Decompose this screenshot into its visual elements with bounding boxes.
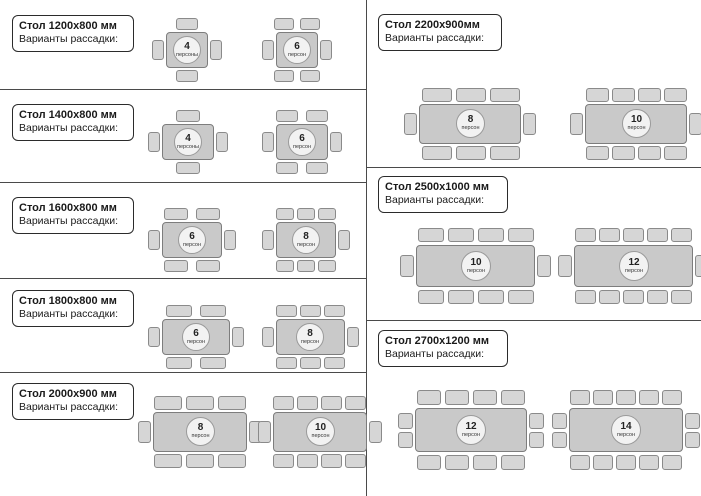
chair [274, 18, 294, 30]
chair [262, 327, 274, 347]
chair [176, 162, 200, 174]
seat-word: персон [191, 433, 210, 440]
chair [176, 110, 200, 122]
chair [300, 70, 320, 82]
chair [490, 146, 520, 160]
chair [664, 146, 687, 160]
table-title: Стол 1200x800 мм [19, 20, 117, 32]
chair [639, 455, 659, 470]
seating-diagram-2200-8 [404, 88, 534, 160]
chair [664, 88, 687, 102]
chair [345, 396, 366, 410]
seat-word: персоны [177, 143, 199, 150]
chair [570, 455, 590, 470]
chair [671, 290, 692, 304]
table-title: Стол 2200x900мм [385, 19, 480, 31]
chair [276, 357, 297, 369]
seat-count-badge [456, 109, 485, 138]
table-subtitle: Варианты рассадки: [19, 122, 118, 134]
chair [320, 40, 332, 60]
seat-count: 6 [193, 327, 199, 339]
chair [338, 230, 350, 250]
chair [647, 290, 668, 304]
table-subtitle: Варианты рассадки: [385, 194, 484, 206]
chair [148, 230, 160, 250]
label-card-table-2500x1000 [378, 176, 508, 213]
seating-diagram-1600-6 [148, 208, 258, 272]
chair [570, 390, 590, 405]
chair [490, 88, 520, 102]
chair [616, 390, 636, 405]
chair [473, 455, 497, 470]
seat-word: персон [311, 433, 330, 440]
chair [164, 260, 188, 272]
seat-count-badge [283, 36, 311, 64]
chair [166, 305, 192, 317]
chair [216, 132, 228, 152]
chair [324, 305, 345, 317]
chair [218, 454, 246, 468]
seat-count-badge [174, 128, 202, 156]
seat-word: персон [616, 431, 635, 438]
chair [276, 305, 297, 317]
chair [417, 390, 441, 405]
chair [448, 290, 474, 304]
chair [154, 454, 182, 468]
seat-count-badge [622, 109, 651, 138]
chair [623, 228, 644, 242]
chair [164, 208, 188, 220]
seating-diagram-1800-8 [262, 305, 377, 369]
table-subtitle: Варианты рассадки: [19, 401, 118, 413]
chair [445, 455, 469, 470]
chair [508, 228, 534, 242]
chair [398, 413, 413, 429]
chair [647, 228, 668, 242]
chair [176, 18, 198, 30]
seat-count: 12 [465, 420, 477, 432]
chair [623, 290, 644, 304]
label-card-table-2000x900 [12, 383, 134, 420]
seating-diagram-2500-10 [400, 228, 545, 304]
seat-count-badge [306, 417, 335, 446]
table-title: Стол 2000x900 мм [19, 388, 117, 400]
seat-word: персон [186, 338, 205, 345]
chair [445, 390, 469, 405]
seating-diagram-1200-4 [152, 18, 242, 82]
chair [324, 357, 345, 369]
seat-count: 6 [189, 230, 195, 242]
chair [300, 305, 321, 317]
chair [404, 113, 417, 135]
table-subtitle: Варианты рассадки: [385, 348, 484, 360]
table-title: Стол 1600x800 мм [19, 202, 117, 214]
row-divider-left-1 [0, 89, 366, 90]
chair [300, 18, 320, 30]
chair [529, 413, 544, 429]
chair [166, 357, 192, 369]
seat-count: 8 [467, 114, 474, 126]
row-divider-left-4 [0, 372, 366, 373]
seating-diagram-2700-12 [398, 390, 548, 470]
row-divider-left-3 [0, 278, 366, 279]
seat-count: 14 [620, 420, 632, 432]
seat-count: 8 [303, 230, 309, 242]
label-card-table-2200x900 [378, 14, 502, 51]
chair [456, 88, 486, 102]
chair [369, 421, 382, 443]
chair [224, 230, 236, 250]
chair [593, 455, 613, 470]
seating-diagram-2000-10 [258, 396, 383, 468]
row-divider-right-1 [367, 167, 701, 168]
label-card-table-2700x1200 [378, 330, 508, 367]
chair [695, 255, 701, 277]
chair [276, 110, 298, 122]
chair [200, 357, 226, 369]
chair [276, 162, 298, 174]
seat-count-badge [288, 128, 316, 156]
chair [196, 208, 220, 220]
chair [586, 88, 609, 102]
chair [200, 305, 226, 317]
row-divider-left-2 [0, 182, 366, 183]
seating-diagram-1400-6 [262, 110, 362, 174]
seat-count-badge [296, 323, 324, 351]
seating-diagram-1600-8 [262, 208, 372, 272]
chair [274, 70, 294, 82]
chair [276, 260, 294, 272]
chair [422, 146, 452, 160]
chair [448, 228, 474, 242]
chair [501, 455, 525, 470]
chair [330, 132, 342, 152]
seat-count-badge [456, 415, 486, 445]
label-card-table-1200x800 [12, 15, 134, 52]
chair [398, 432, 413, 448]
label-card-table-1800x800 [12, 290, 134, 327]
chair [148, 132, 160, 152]
seating-diagram-2000-8 [138, 396, 263, 468]
seat-count: 6 [294, 40, 300, 52]
chair [273, 396, 294, 410]
chair [218, 396, 246, 410]
seat-count-badge [182, 323, 210, 351]
chair [321, 454, 342, 468]
chair [276, 208, 294, 220]
seat-count-badge [619, 251, 649, 281]
chair [418, 228, 444, 242]
chair [262, 230, 274, 250]
seating-diagram-1800-6 [148, 305, 263, 369]
seat-count: 8 [307, 327, 313, 339]
chair [318, 208, 336, 220]
chair [638, 88, 661, 102]
seat-count: 10 [314, 422, 327, 434]
chair [345, 454, 366, 468]
chair [154, 396, 182, 410]
seat-count: 10 [470, 256, 482, 268]
chair [685, 413, 700, 429]
chair [297, 208, 315, 220]
chair [552, 413, 567, 429]
chair [258, 421, 271, 443]
table-subtitle: Варианты рассадки: [19, 215, 118, 227]
chair [306, 162, 328, 174]
table-title: Стол 2700x1200 мм [385, 335, 490, 347]
chair [186, 454, 214, 468]
seating-diagram-1400-4 [148, 110, 248, 174]
chair [599, 290, 620, 304]
chair [570, 113, 583, 135]
chair [138, 421, 151, 443]
seat-word: персон [627, 125, 646, 132]
label-card-table-1400x800 [12, 104, 134, 141]
seat-count-badge [186, 417, 215, 446]
chair [689, 113, 701, 135]
chair [612, 146, 635, 160]
table-subtitle: Варианты рассадки: [19, 308, 118, 320]
seat-word: персон [466, 267, 485, 274]
seat-count-badge [292, 226, 320, 254]
chair [318, 260, 336, 272]
chair [552, 432, 567, 448]
chair [306, 110, 328, 122]
chair [616, 455, 636, 470]
chair [558, 255, 572, 277]
seat-count-badge [611, 415, 641, 445]
table-subtitle: Варианты рассадки: [19, 33, 118, 45]
chair [152, 40, 164, 60]
chair [321, 396, 342, 410]
seat-word: персон [300, 338, 319, 345]
chair [297, 260, 315, 272]
seat-count: 10 [630, 114, 643, 126]
seat-count: 4 [184, 40, 190, 52]
chair [685, 432, 700, 448]
chair [262, 132, 274, 152]
chair [575, 228, 596, 242]
chair [422, 88, 452, 102]
chair [400, 255, 414, 277]
chair [662, 455, 682, 470]
chair [196, 260, 220, 272]
seat-word: персон [292, 143, 311, 150]
seat-word: персон [287, 51, 306, 58]
chair [671, 228, 692, 242]
chair [210, 40, 222, 60]
chair [456, 146, 486, 160]
chair [262, 40, 274, 60]
table-title: Стол 2500x1000 мм [385, 181, 490, 193]
chair [186, 396, 214, 410]
chair [273, 454, 294, 468]
seat-count: 8 [197, 422, 204, 434]
chair [593, 390, 613, 405]
chair [639, 390, 659, 405]
chair [478, 228, 504, 242]
chair [417, 455, 441, 470]
chair [537, 255, 551, 277]
chair [599, 228, 620, 242]
seat-count-badge [178, 226, 206, 254]
label-card-table-1600x800 [12, 197, 134, 234]
seat-count-badge [461, 251, 491, 281]
chair [638, 146, 661, 160]
chair [662, 390, 682, 405]
table-title: Стол 1400x800 мм [19, 109, 117, 121]
seat-count: 6 [299, 132, 305, 144]
seat-word: персон [461, 125, 480, 132]
seat-word: персон [182, 241, 201, 248]
chair [176, 70, 198, 82]
chair [523, 113, 536, 135]
chair [148, 327, 160, 347]
seating-diagram-1200-6 [262, 18, 352, 82]
row-divider-right-2 [367, 320, 701, 321]
seat-count-badge [173, 36, 201, 64]
chair [297, 396, 318, 410]
chair [473, 390, 497, 405]
seat-word: персоны [176, 51, 198, 58]
seating-diagram-2500-12 [558, 228, 701, 304]
seat-word: персон [461, 431, 480, 438]
chair [297, 454, 318, 468]
seat-word: персон [624, 267, 643, 274]
chair [612, 88, 635, 102]
chair [418, 290, 444, 304]
chair [508, 290, 534, 304]
table-title: Стол 1800x800 мм [19, 295, 117, 307]
chair [347, 327, 359, 347]
chair [501, 390, 525, 405]
seating-diagram-2700-14 [552, 390, 701, 470]
chair [529, 432, 544, 448]
seating-diagram-2200-10 [570, 88, 700, 160]
chair [232, 327, 244, 347]
chair [300, 357, 321, 369]
seat-count: 4 [185, 132, 191, 144]
seat-count: 12 [628, 256, 640, 268]
seat-word: персон [296, 241, 315, 248]
chair [575, 290, 596, 304]
chair [586, 146, 609, 160]
chair [478, 290, 504, 304]
table-subtitle: Варианты рассадки: [385, 32, 484, 44]
